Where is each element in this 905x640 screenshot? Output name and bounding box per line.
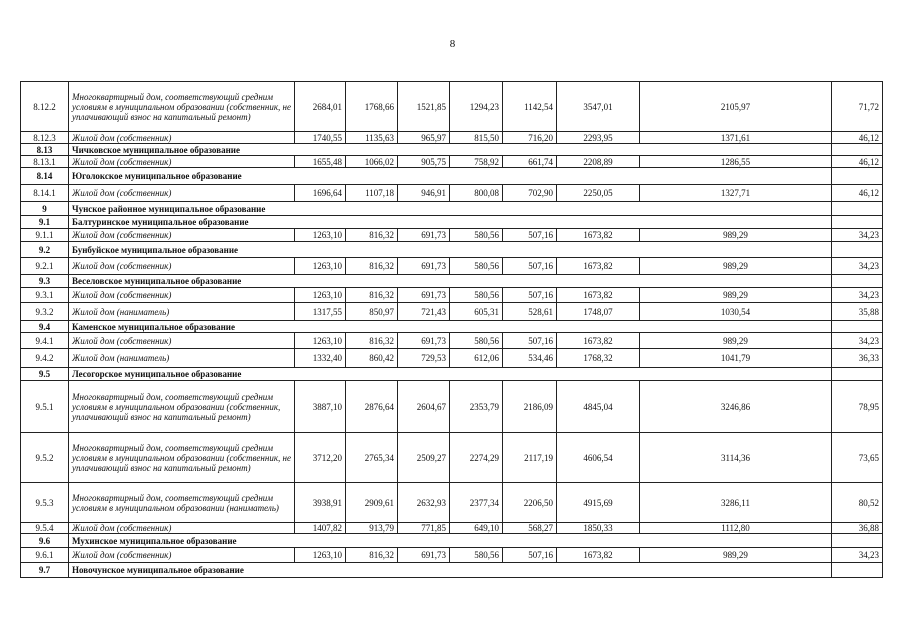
section-row xyxy=(21,216,883,229)
value-cell-8: 46,12 xyxy=(832,156,883,168)
value-cell-2: 2909,61 xyxy=(346,483,398,523)
value-cell-5: 702,90 xyxy=(503,185,557,202)
value-cell-6: 1673,82 xyxy=(557,258,640,275)
value-cell-5: 507,16 xyxy=(503,258,557,275)
value-cell-1: 2684,01 xyxy=(295,82,346,132)
value-cell-5: 2186,09 xyxy=(503,381,557,433)
section-empty-cell xyxy=(832,144,883,156)
value-cell-6: 1673,82 xyxy=(557,548,640,563)
section-row xyxy=(21,321,883,333)
table-row xyxy=(21,349,883,368)
value-cell-2: 1107,18 xyxy=(346,185,398,202)
table-row xyxy=(21,229,883,242)
table-row xyxy=(21,483,883,523)
value-cell-5: 507,16 xyxy=(503,548,557,563)
value-cell-1: 1332,40 xyxy=(295,349,346,368)
value-cell-8: 34,23 xyxy=(832,548,883,563)
table-row xyxy=(21,288,883,303)
value-cell-4: 612,06 xyxy=(450,349,503,368)
value-cell-8: 73,65 xyxy=(832,433,883,483)
section-empty-cell xyxy=(832,216,883,229)
section-title: Мухинское муниципальное образование xyxy=(69,534,832,548)
value-cell-6: 1768,32 xyxy=(557,349,640,368)
value-cell-7: 3114,36 xyxy=(640,433,832,483)
value-cell-3: 691,73 xyxy=(398,548,450,563)
section-title: Чичковское муниципальное образование xyxy=(69,144,832,156)
value-cell-1: 1696,64 xyxy=(295,185,346,202)
value-cell-2: 1135,63 xyxy=(346,132,398,144)
value-cell-4: 800,08 xyxy=(450,185,503,202)
value-cell-2: 913,79 xyxy=(346,523,398,534)
value-cell-6: 1673,82 xyxy=(557,229,640,242)
value-cell-6: 3547,01 xyxy=(557,82,640,132)
row-code: 9.4.1 xyxy=(21,333,69,349)
value-cell-5: 2117,19 xyxy=(503,433,557,483)
section-empty-cell xyxy=(832,368,883,381)
value-cell-8: 35,88 xyxy=(832,303,883,321)
value-cell-8: 46,12 xyxy=(832,132,883,144)
value-cell-8: 36,88 xyxy=(832,523,883,534)
row-code: 9.3.1 xyxy=(21,288,69,303)
row-description: Жилой дом (собственник) xyxy=(69,132,295,144)
value-cell-2: 1066,02 xyxy=(346,156,398,168)
value-cell-2: 816,32 xyxy=(346,548,398,563)
value-cell-5: 507,16 xyxy=(503,229,557,242)
table-row xyxy=(21,185,883,202)
value-cell-7: 3286,11 xyxy=(640,483,832,523)
value-cell-2: 816,32 xyxy=(346,258,398,275)
table-row xyxy=(21,381,883,433)
value-cell-7: 1371,61 xyxy=(640,132,832,144)
value-cell-2: 816,32 xyxy=(346,333,398,349)
value-cell-4: 758,92 xyxy=(450,156,503,168)
value-cell-8: 71,72 xyxy=(832,82,883,132)
row-code: 9.3.2 xyxy=(21,303,69,321)
value-cell-7: 989,29 xyxy=(640,258,832,275)
table-row xyxy=(21,433,883,483)
row-description: Жилой дом (собственник) xyxy=(69,523,295,534)
table-row xyxy=(21,156,883,168)
section-title: Веселовское муниципальное образование xyxy=(69,275,832,288)
value-cell-1: 1263,10 xyxy=(295,333,346,349)
section-row xyxy=(21,275,883,288)
value-cell-8: 34,23 xyxy=(832,229,883,242)
section-row xyxy=(21,202,883,216)
row-description: Жилой дом (собственник) xyxy=(69,288,295,303)
value-cell-4: 2377,34 xyxy=(450,483,503,523)
value-cell-4: 815,50 xyxy=(450,132,503,144)
row-code: 9.5.3 xyxy=(21,483,69,523)
section-code: 9.3 xyxy=(21,275,69,288)
value-cell-5: 716,20 xyxy=(503,132,557,144)
row-description: Жилой дом (собственник) xyxy=(69,258,295,275)
section-title: Каменское муниципальное образование xyxy=(69,321,832,333)
section-code: 9.5 xyxy=(21,368,69,381)
row-description: Многоквартирный дом, соответствующий средним условиям в муниципальном образовании (собственник, уплачивающий взнос на капитальный ремонт) xyxy=(69,381,295,433)
table-row xyxy=(21,82,883,132)
table-row xyxy=(21,548,883,563)
value-cell-2: 2876,64 xyxy=(346,381,398,433)
value-cell-7: 989,29 xyxy=(640,333,832,349)
value-cell-7: 989,29 xyxy=(640,288,832,303)
value-cell-5: 1142,54 xyxy=(503,82,557,132)
section-title: Чунское районное муниципальное образование xyxy=(69,202,832,216)
value-cell-4: 2274,29 xyxy=(450,433,503,483)
section-row xyxy=(21,368,883,381)
value-cell-6: 2208,89 xyxy=(557,156,640,168)
section-empty-cell xyxy=(832,563,883,578)
value-cell-1: 3938,91 xyxy=(295,483,346,523)
section-title: Новочунское муниципальное образование xyxy=(69,563,832,578)
value-cell-8: 34,23 xyxy=(832,288,883,303)
value-cell-3: 691,73 xyxy=(398,258,450,275)
row-code: 9.2.1 xyxy=(21,258,69,275)
value-cell-8: 80,52 xyxy=(832,483,883,523)
value-cell-4: 2353,79 xyxy=(450,381,503,433)
value-cell-6: 1748,07 xyxy=(557,303,640,321)
row-description: Жилой дом (наниматель) xyxy=(69,303,295,321)
table-body xyxy=(21,82,883,578)
row-code: 8.12.2 xyxy=(21,82,69,132)
value-cell-3: 2604,67 xyxy=(398,381,450,433)
value-cell-5: 528,61 xyxy=(503,303,557,321)
value-cell-2: 816,32 xyxy=(346,229,398,242)
value-cell-5: 661,74 xyxy=(503,156,557,168)
value-cell-8: 34,23 xyxy=(832,333,883,349)
value-cell-5: 568,27 xyxy=(503,523,557,534)
section-code: 8.14 xyxy=(21,168,69,185)
value-cell-1: 1740,55 xyxy=(295,132,346,144)
section-title: Юголокское муниципальное образование xyxy=(69,168,832,185)
table-row xyxy=(21,132,883,144)
value-cell-3: 691,73 xyxy=(398,333,450,349)
value-cell-3: 946,91 xyxy=(398,185,450,202)
value-cell-7: 1286,55 xyxy=(640,156,832,168)
row-description: Жилой дом (собственник) xyxy=(69,548,295,563)
section-title: Балтуринское муниципальное образование xyxy=(69,216,832,229)
value-cell-2: 2765,34 xyxy=(346,433,398,483)
value-cell-1: 3887,10 xyxy=(295,381,346,433)
value-cell-6: 1673,82 xyxy=(557,288,640,303)
row-code: 9.6.1 xyxy=(21,548,69,563)
section-empty-cell xyxy=(832,275,883,288)
value-cell-7: 989,29 xyxy=(640,548,832,563)
table-row xyxy=(21,303,883,321)
table-row xyxy=(21,333,883,349)
value-cell-2: 850,97 xyxy=(346,303,398,321)
value-cell-2: 816,32 xyxy=(346,288,398,303)
value-cell-1: 1407,82 xyxy=(295,523,346,534)
row-code: 8.12.3 xyxy=(21,132,69,144)
section-row xyxy=(21,144,883,156)
value-cell-8: 34,23 xyxy=(832,258,883,275)
section-title: Лесогорское муниципальное образование xyxy=(69,368,832,381)
value-cell-1: 1655,48 xyxy=(295,156,346,168)
value-cell-4: 580,56 xyxy=(450,229,503,242)
page-number: 8 xyxy=(449,38,456,50)
value-cell-6: 1850,33 xyxy=(557,523,640,534)
value-cell-6: 1673,82 xyxy=(557,333,640,349)
value-cell-3: 691,73 xyxy=(398,229,450,242)
row-description: Жилой дом (собственник) xyxy=(69,229,295,242)
value-cell-4: 649,10 xyxy=(450,523,503,534)
section-code: 9.1 xyxy=(21,216,69,229)
value-cell-2: 860,42 xyxy=(346,349,398,368)
table-row xyxy=(21,523,883,534)
tariff-table xyxy=(20,81,883,578)
section-code: 9.2 xyxy=(21,242,69,258)
section-code: 9.4 xyxy=(21,321,69,333)
value-cell-1: 3712,20 xyxy=(295,433,346,483)
row-description: Жилой дом (наниматель) xyxy=(69,349,295,368)
value-cell-6: 2293,95 xyxy=(557,132,640,144)
value-cell-4: 1294,23 xyxy=(450,82,503,132)
row-description: Многоквартирный дом, соответствующий средним условиям в муниципальном образовании (собственник, не уплачивающий взнос на капитальный ремонт) xyxy=(69,82,295,132)
row-description: Жилой дом (собственник) xyxy=(69,333,295,349)
row-code: 8.14.1 xyxy=(21,185,69,202)
value-cell-2: 1768,66 xyxy=(346,82,398,132)
value-cell-3: 2509,27 xyxy=(398,433,450,483)
value-cell-7: 2105,97 xyxy=(640,82,832,132)
row-description: Многоквартирный дом, соответствующий средним условиям в муниципальном образовании (собственник, не уплачивающий взнос на капитальный ремонт) xyxy=(69,433,295,483)
value-cell-1: 1263,10 xyxy=(295,258,346,275)
value-cell-8: 36,33 xyxy=(832,349,883,368)
row-description: Жилой дом (собственник) xyxy=(69,185,295,202)
section-empty-cell xyxy=(832,202,883,216)
value-cell-4: 580,56 xyxy=(450,288,503,303)
value-cell-7: 3246,86 xyxy=(640,381,832,433)
section-row xyxy=(21,563,883,578)
value-cell-3: 965,97 xyxy=(398,132,450,144)
value-cell-7: 989,29 xyxy=(640,229,832,242)
value-cell-3: 729,53 xyxy=(398,349,450,368)
value-cell-4: 580,56 xyxy=(450,333,503,349)
value-cell-6: 4915,69 xyxy=(557,483,640,523)
value-cell-3: 905,75 xyxy=(398,156,450,168)
row-code: 9.5.2 xyxy=(21,433,69,483)
value-cell-7: 1030,54 xyxy=(640,303,832,321)
value-cell-3: 1521,85 xyxy=(398,82,450,132)
value-cell-8: 78,95 xyxy=(832,381,883,433)
value-cell-5: 507,16 xyxy=(503,333,557,349)
value-cell-5: 2206,50 xyxy=(503,483,557,523)
section-row xyxy=(21,168,883,185)
value-cell-5: 507,16 xyxy=(503,288,557,303)
section-empty-cell xyxy=(832,321,883,333)
row-code: 9.5.4 xyxy=(21,523,69,534)
value-cell-1: 1263,10 xyxy=(295,229,346,242)
section-row xyxy=(21,534,883,548)
value-cell-1: 1317,55 xyxy=(295,303,346,321)
table-row xyxy=(21,258,883,275)
section-row xyxy=(21,242,883,258)
value-cell-3: 691,73 xyxy=(398,288,450,303)
section-empty-cell xyxy=(832,168,883,185)
value-cell-6: 4606,54 xyxy=(557,433,640,483)
row-description: Многоквартирный дом, соответствующий средним условиям в муниципальном образовании (наниматель) xyxy=(69,483,295,523)
section-title: Бунбуйское муниципальное образование xyxy=(69,242,832,258)
row-code: 9.1.1 xyxy=(21,229,69,242)
row-description: Жилой дом (собственник) xyxy=(69,156,295,168)
value-cell-4: 580,56 xyxy=(450,548,503,563)
value-cell-1: 1263,10 xyxy=(295,548,346,563)
row-code: 9.4.2 xyxy=(21,349,69,368)
section-code: 9.6 xyxy=(21,534,69,548)
section-code: 9.7 xyxy=(21,563,69,578)
value-cell-3: 721,43 xyxy=(398,303,450,321)
section-empty-cell xyxy=(832,242,883,258)
value-cell-5: 534,46 xyxy=(503,349,557,368)
section-code: 8.13 xyxy=(21,144,69,156)
value-cell-7: 1327,71 xyxy=(640,185,832,202)
value-cell-4: 605,31 xyxy=(450,303,503,321)
value-cell-6: 2250,05 xyxy=(557,185,640,202)
value-cell-7: 1041,79 xyxy=(640,349,832,368)
row-code: 9.5.1 xyxy=(21,381,69,433)
value-cell-1: 1263,10 xyxy=(295,288,346,303)
section-empty-cell xyxy=(832,534,883,548)
value-cell-7: 1112,80 xyxy=(640,523,832,534)
value-cell-3: 2632,93 xyxy=(398,483,450,523)
value-cell-4: 580,56 xyxy=(450,258,503,275)
value-cell-8: 46,12 xyxy=(832,185,883,202)
value-cell-3: 771,85 xyxy=(398,523,450,534)
section-code: 9 xyxy=(21,202,69,216)
value-cell-6: 4845,04 xyxy=(557,381,640,433)
row-code: 8.13.1 xyxy=(21,156,69,168)
